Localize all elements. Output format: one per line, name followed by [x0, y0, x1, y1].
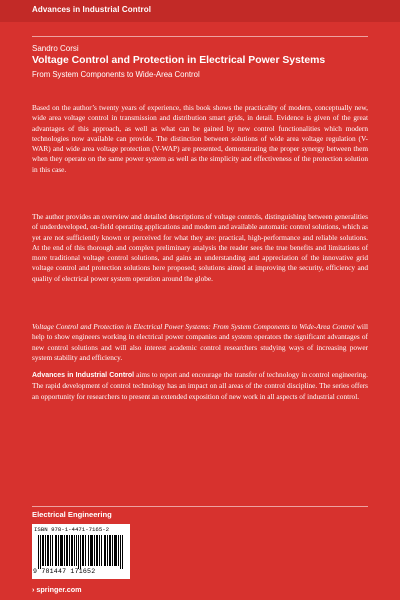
series-bar [0, 0, 400, 22]
book-subtitle: From System Components to Wide-Area Control [32, 70, 200, 79]
publisher-website: › springer.com [32, 585, 82, 594]
book-title: Voltage Control and Protection in Electrical Power Systems [32, 55, 326, 66]
subject-category: Electrical Engineering [32, 510, 112, 519]
series-title: Advances in Industrial Control [32, 5, 152, 14]
series-name-bold: Advances in Industrial Control [32, 372, 135, 379]
description-paragraph-2: The author provides an overview and detailed descriptions of voltage controls, distinguishing between generalities of underdeveloped, on-field operating applications and modern and available automatic control solutions, which as yet are not sufficiently known or perceived for what they are: practical, high-performance and reliable solutions. At the end of this thorough and complex preliminary analysis the reader sees the true benefits and limitations of more traditional voltage control solutions, and gains an understanding and appreciation of the innovative grid voltage control and protection solutions here proposed; solutions aimed at improving the security, efficiency and quality of electrical power system operation around the globe. [32, 212, 368, 283]
book-title-italic: Voltage Control and Protection in Electrical Power Systems: From System Components to Wide-Area Control [32, 322, 355, 331]
barcode-digits: 9 781447 171652 [33, 568, 96, 575]
isbn-text: ISBN 978-1-4471-7165-2 [34, 526, 110, 533]
description-paragraph-3 [32, 322, 368, 363]
paragraph-3-text: will help to show engineers working in electrical power companies and system operators the significant advantages of new control solutions and will also interest academic control researchers studying ways of increasing power system stability and efficiency. [32, 322, 368, 362]
description-paragraph-1: Based on the author’s twenty years of experience, this book shows the practicality of modern, conceptually new, wide area voltage control in transmission and distribution smart grids, in detail. Evidence is given of the great advantages of this approach, as well as what can be gained by new control functionalities which modern technologies now available can provide. The distinction between solutions of wide area voltage regulation (V-WAR) and wide area voltage protection (V-WAP) are presented, demonstrating the proper synergy between them when they operate on the same power system as well as the simplicity and effectiveness of the protection solution in this case. [32, 103, 368, 174]
top-divider [32, 36, 368, 37]
author-name: Sandro Corsi [32, 44, 79, 53]
series-description-paragraph [32, 370, 368, 402]
series-description-text: aims to report and encourage the transfer of technology in control engineering. The rapid development of control technology has an impact on all areas of the control discipline. The series offers an opportunity for researchers to present an extended exposition of new work in all aspects of industrial control. [32, 370, 368, 401]
bottom-divider [32, 506, 368, 507]
barcode-box [32, 524, 130, 579]
barcode-image [38, 535, 124, 569]
